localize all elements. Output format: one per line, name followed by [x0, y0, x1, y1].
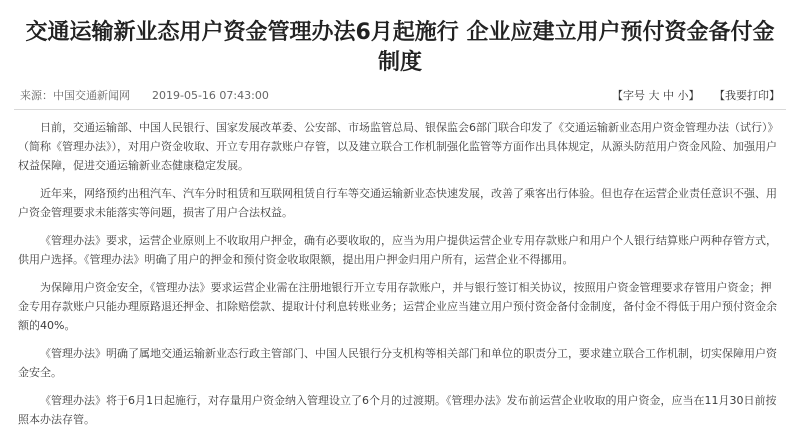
font-size-label: 字号 [623, 89, 645, 102]
article-paragraph: 《管理办法》要求，运营企业原则上不收取用户押金，确有必要收取的，应当为用户提供运营企业专用存款账户和用户个人银行结算账户两种存管方式，供用户选择。《管理办法》明确了用户的押金和预付资金收取限额，提出用户押金归用户所有，运营企业不得挪用。 [18, 234, 777, 266]
article-paragraph: 近年来，网络预约出租汽车、汽车分时租赁和互联网租赁自行车等交通运输新业态快速发展，改善了乘客出行体验。但也存在运营企业责任意识不强、用户资金管理要求未能落实等问题，损害了用户合法权益。 [18, 187, 777, 219]
bracket-close: 】 [688, 89, 700, 102]
article-toolbar [612, 83, 780, 109]
article-paragraph: 为保障用户资金安全，《管理办法》要求运营企业需在注册地银行开立专用存款账户，并与银行签订相关协议，按照用户资金管理要求存管用户资金；押金专用存款账户只能办理原路退还押金、扣除赔偿款、提取计付利息转账业务；运营企业应当建立用户预付资金备付金制度，备付金不得低于用户预付资金余额的40%。 [18, 281, 777, 332]
print-label: 我要打印 [725, 89, 769, 102]
print-button[interactable]: 【我要打印】 [719, 89, 780, 102]
article-paragraph: 《管理办法》将于6月1日起施行，对存量用户资金纳入管理设立了6个月的过渡期。《管理办法》发布前运营企业收取的用户资金，应当在11月30日前按照本办法存管。 [18, 394, 777, 426]
article-body [18, 118, 782, 438]
article-paragraph: 日前，交通运输部、中国人民银行、国家发展改革委、公安部、市场监管总局、银保监会6部门联合印发了《交通运输新业态用户资金管理办法（试行）》（简称《管理办法》），对用户资金收取、开立专用存款账户存管，以及建立联合工作机制强化监管等方面作出具体规定，从源头防范用户资金风险、加强用户权益保障，促进交通运输新业态健康稳定发展。 [18, 121, 779, 172]
article-datetime: 2019-05-16 07:43:00 [152, 89, 269, 102]
article-title: 交通运输新业态用户资金管理办法6月起施行 企业应建立用户预付资金备付金制度 [25, 20, 775, 75]
article-source: 来源：中国交通新闻网 [20, 89, 130, 102]
article-paragraph: 《管理办法》明确了属地交通运输新业态行政主管部门、中国人民银行分支机构等相关部门和单位的职责分工，要求建立联合工作机制，切实保障用户资金安全。 [18, 347, 777, 379]
article-meta-bar [14, 83, 786, 110]
article-meta [20, 83, 269, 109]
font-size-large-button[interactable]: 大 [648, 89, 660, 102]
font-size-medium-button[interactable]: 中 [663, 89, 674, 102]
font-size-small-button[interactable]: 小 [677, 89, 689, 102]
bracket-open: 【 [612, 89, 623, 102]
